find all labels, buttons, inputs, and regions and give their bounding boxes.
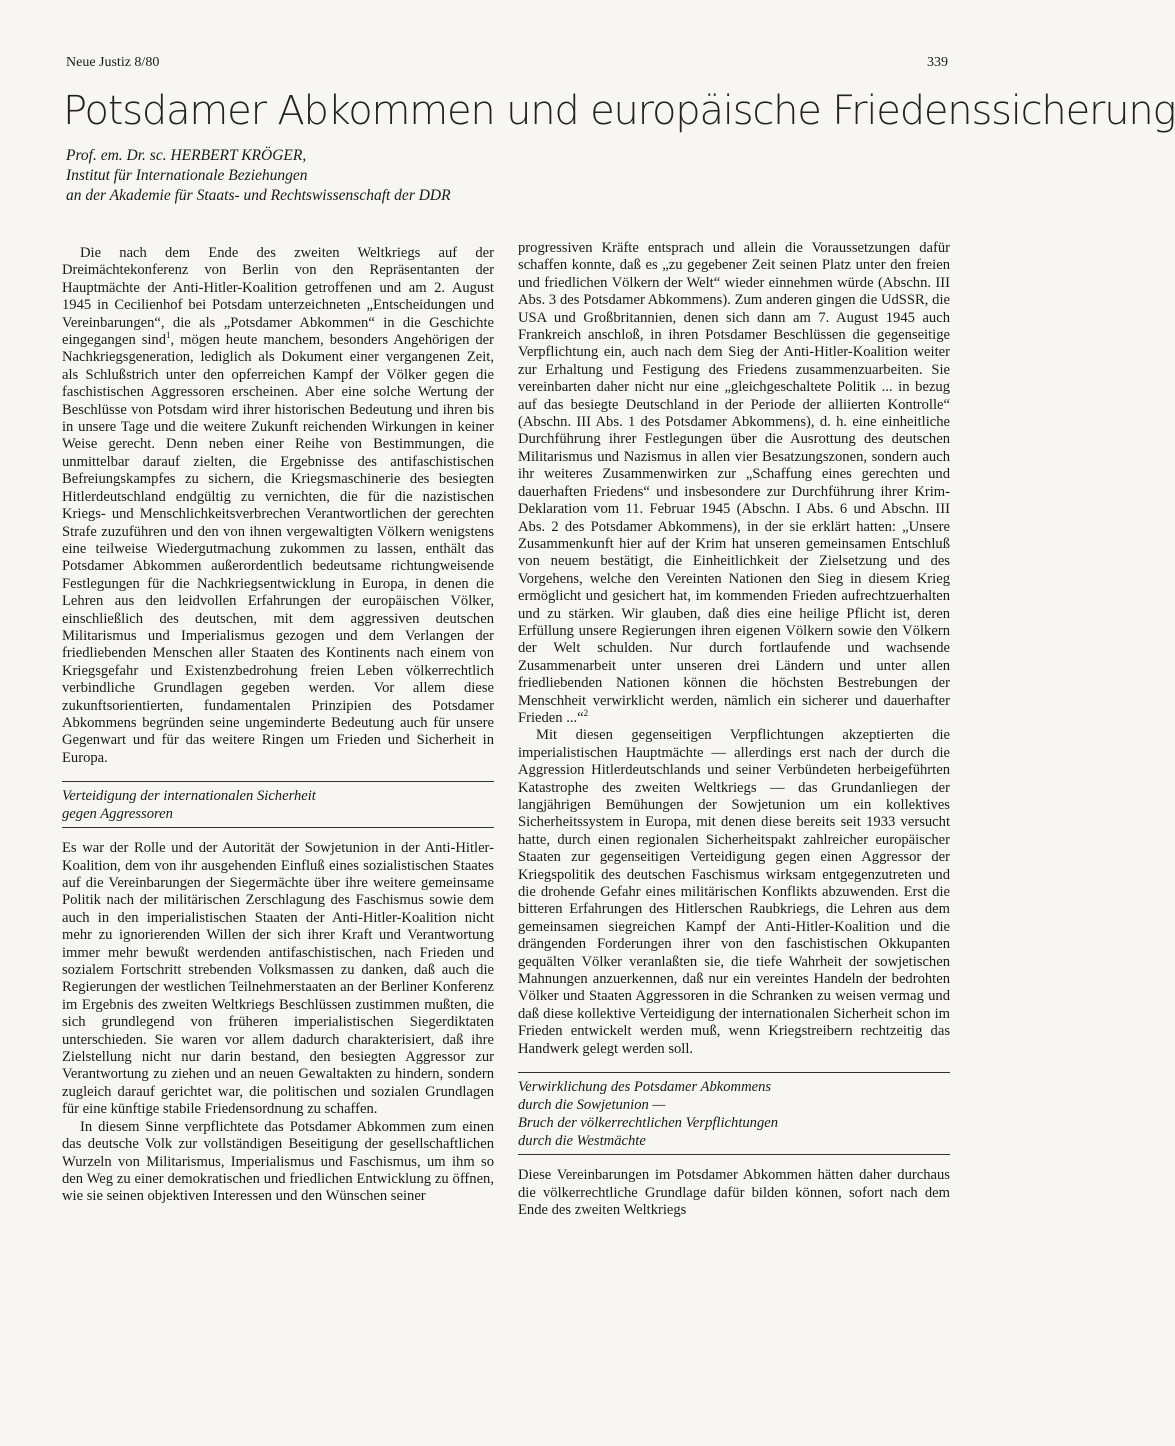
paragraph-text: progressiven Kräfte entsprach und allein die Voraussetzungen dafür schaffen konnte, daß es „zu gegebener Zeit seinen Platz unter den freien und friedlichen Völkern der Welt“ wieder einnehmen würde (Abschn. III Abs. 3 des Potsdamer Abkommens). Zum anderen gingen die UdSSR, die USA und Großbritannien, denen sich dann am 7. August 1945 auch Frankreich anschloß, in ihren Potsdamer Beschlüssen die gegenseitige Verpflichtung ein, auch nach dem Sieg der Anti-Hitler-Koalition weiter zur Erhaltung und Festigung des Friedens zusammenzuarbeiten. Sie vereinbarten daher nicht nur eine „gleichgeschaltete Politik ... in bezug auf das besiegte Deutschland in der Periode der alliierten Kontrolle“ (Abschn. III Abs. 1 des Potsdamer Abkommens), d. h. eine einheitliche Durchführung ihrer Festlegungen über die Ausrottung des deutschen Militarismus und Nazismus in allen vier Besatzungszonen, sondern auch ihr weiteres Zusammenwirken zur „Schaffung eines gerechten und dauerhaften Friedens“ und insbesondere zur Durchführung ihrer Krim-Deklaration vom 11. Februar 1945 (Abschn. I Abs. 6 und Abschn. III Abs. 2 des Potsdamer Abkommens), in der sie erklärt hatten: „Unsere Zusammenkunft hier auf der Krim hat unseren gemeinsamen Entschluß von neuem bestätigt, die Einheitlichkeit der Zielsetzung und des Vorgehens, welche den Vereinten Nationen den Sieg in diesem Krieg ermöglicht und gesichert hat, im kommenden Frieden aufrechtzuerhalten und zu stärken. Wir glauben, daß dies eine heilige Pflicht ist, deren Erfüllung unsere Regierungen ihren eigenen Völkern sowie den Völkern der Welt schulden. Nur durch fortlaufende und wachsende Zusammenarbeit unter unseren drei Ländern und unter allen friedliebenden Nationen können die höchsten Bestrebungen der Menschheit verwirklicht werden, nämlich ein sicherer und dauerhafter Frieden ...“: [518, 240, 950, 726]
running-head: [66, 55, 948, 71]
footnote-ref: 2: [583, 708, 589, 719]
paragraph: [62, 245, 494, 767]
paragraph: In diesem Sinne verpflichtete das Potsdamer Abkommen zum einen das deutsche Volk zur vollständigen Beseitigung der gesellschaftlichen Wurzeln von Militarismus, Imperialismus und Faschismus, um ihm so den Weg zu einer demokratischen und friedlichen Entwicklung zu öffnen, wie sie seinen objektiven Interessen und den Wünschen seiner: [62, 1118, 494, 1205]
section-heading: [518, 1072, 950, 1155]
section-heading-line: durch die Westmächte: [518, 1133, 646, 1150]
paragraph: Mit diesen gegenseitigen Verpflichtungen akzeptierten die imperialistischen Hauptmächte — allerdings erst nach der durch die Aggression Hitlerdeutschlands und seiner Verbündeten herbeigeführten Katastrophe des zweiten Weltkriegs — das Grundanliegen der langjährigen Bemühungen der Sowjetunion um ein kollektives Sicherheitssystem in Europa, mit denen diese bereits seit 1933 versucht hatte, durch einen regionalen Sicherheitspakt zahlreicher europäischer Staaten zur gegenseitigen Verteidigung gegen einen Aggressor der Kriegspolitik des deutschen Faschismus wirksam entgegenzutreten und die drohende Gefahr eines militärischen Konflikts abzuwenden. Erst die bitteren Erfahrungen des Hitlerschen Raubkriegs, die Lehren aus dem gemeinsamen siegreichen Kampf der Anti-Hitler-Koalition und die drängenden Forderungen ihrer von den faschistischen Okkupanten gequälten Völker veranlaßten sie, die tiefe Wahrheit der sowjetischen Mahnungen anzuerkennen, daß nur ein vereintes Handeln der bedrohten Völker und Staaten Aggressoren in die Schranken zu weisen vermag und daß diese kollektive Verteidigung der internationalen Sicherheit schon im Frieden entwickelt werden muß, wenn Kriegstreibern rechtzeitig das Handwerk gelegt werden soll.: [518, 727, 950, 1057]
paragraph: [518, 240, 950, 727]
author-name: Prof. em. Dr. sc. HERBERT KRÖGER,: [66, 147, 307, 164]
footnote-ref: 1: [166, 330, 171, 341]
section-heading-line: gegen Aggressoren: [62, 806, 173, 823]
section-heading-line: Verteidigung der internationalen Sicherheit: [62, 788, 316, 805]
paragraph: Es war der Rolle und der Autorität der Sowjetunion in der Anti-Hitler-Koalition, dem von ihr ausgehenden Einfluß eines sozialistischen Staates auf die Vereinbarungen der Siegermächte über ihre weitere gemeinsame Politik nach der militärischen Zerschlagung des Faschismus sowie dem auch in den imperialistischen Staaten der Anti-Hitler-Koalition nicht mehr zu ignorierenden Willen der sich ihrer Kraft und Verantwortung immer mehr bewußt werdenden antifaschistischen, nach Frieden und sozialem Fortschritt strebenden Volksmassen zu danken, daß auch die Regierungen der westlichen Teilnehmerstaaten an der Berliner Konferenz im Ergebnis des zweiten Weltkriegs Beschlüssen zustimmen mußten, die sich grundlegend von früheren imperialistischen Siegerdiktaten unterschieden. Sie waren vor allem dadurch charakterisiert, daß ihre Zielstellung nicht nur darin bestand, den besiegten Aggressor zur Verantwortung zu ziehen und an neuen Gewaltakten zu hindern, sondern zugleich darauf gerichtet war, die politischen und sozialen Grundlagen für eine künftige stabile Friedensordnung zu schaffen.: [62, 840, 494, 1118]
article-title: Potsdamer Abkommen und europäische Friedenssicherung: [63, 88, 1175, 134]
journal-issue: Neue Justiz 8/80: [66, 55, 160, 70]
section-heading-line: durch die Sowjetunion —: [518, 1097, 666, 1114]
section-heading-line: Verwirklichung des Potsdamer Abkommens: [518, 1079, 772, 1096]
section-heading-line: Bruch der völkerrechtlichen Verpflichtungen: [518, 1115, 779, 1132]
left-column: [62, 245, 494, 1206]
section-heading: [62, 781, 494, 828]
author-affiliation-1: Institut für Internationale Beziehungen: [66, 167, 308, 184]
paragraph: Diese Vereinbarungen im Potsdamer Abkommen hätten daher durchaus die völkerrechtliche Grundlage dafür bilden können, sofort nach dem Ende des zweiten Weltkriegs: [518, 1167, 950, 1218]
paragraph-text: Die nach dem Ende des zweiten Weltkriegs auf der Dreimächtekonferenz von Berlin von den Repräsentanten der Hauptmächte der Anti-Hitler-Koalition getroffenen und am 2. August 1945 in Cecilienhof bei Potsdam unterzeichneten „Entscheidungen und Vereinbarungen“, die als „Potsdamer Abkommen“ in die Geschichte eingegangen sind: [62, 245, 494, 349]
author-block: [66, 146, 451, 206]
author-affiliation-2: an der Akademie für Staats- und Rechtswissenschaft der DDR: [66, 187, 451, 204]
paragraph-text: , mögen heute manchem, besonders Angehörigen der Nachkriegsgeneration, lediglich als Dokument einer vergangenen Zeit, als Schlußstrich unter den opferreichen Kampf der Völker gegen die faschistischen Aggressoren erscheinen. Aber eine solche Wertung der Beschlüsse von Potsdam wird ihrer historischen Bedeutung und ihren bis in unsere Tage und die weitere Zukunft reichenden Wirkungen in keiner Weise gerecht. Denn neben einer Reihe von Bestimmungen, die unmittelbar darauf zielten, die Ergebnisse des antifaschistischen Befreiungskampfes zu sichern, die Kriegsmaschinerie des besiegten Hitlerdeutschland endgültig zu vernichten, die für die nazistischen Kriegs- und Menschlichkeitsverbrechen Verantwortlichen der gerechten Strafe zuzuführen und den von ihnen vergewaltigten Völkern wenigstens eine teilweise Wiedergutmachung zukommen zu lassen, enthält das Potsdamer Abkommen außerordentlich bedeutsame richtungweisende Festlegungen für die Nachkriegsentwicklung in Europa, in denen die Lehren aus den leidvollen Erfahrungen der europäischen Völker, einschließlich des deutschen, mit dem aggressiven deutschen Militarismus und Imperialismus gezogen und dem Verlangen der friedliebenden Menschen aller Staaten des Kontinents nach einem von Kriegsgefahr und Existenzbedrohung freien Leben völkerrechtlich verbindliche Grundlagen gegeben werden. Vor allem diese zukunftsorientierten, fundamentalen Prinzipien des Potsdamer Abkommens begründen seine ungeminderte Bedeutung auch für unsere Gegenwart und für das weitere Ringen um Frieden und Sicherheit in Europa.: [62, 332, 494, 766]
page-number: 339: [927, 55, 948, 70]
right-column: [518, 240, 950, 1219]
